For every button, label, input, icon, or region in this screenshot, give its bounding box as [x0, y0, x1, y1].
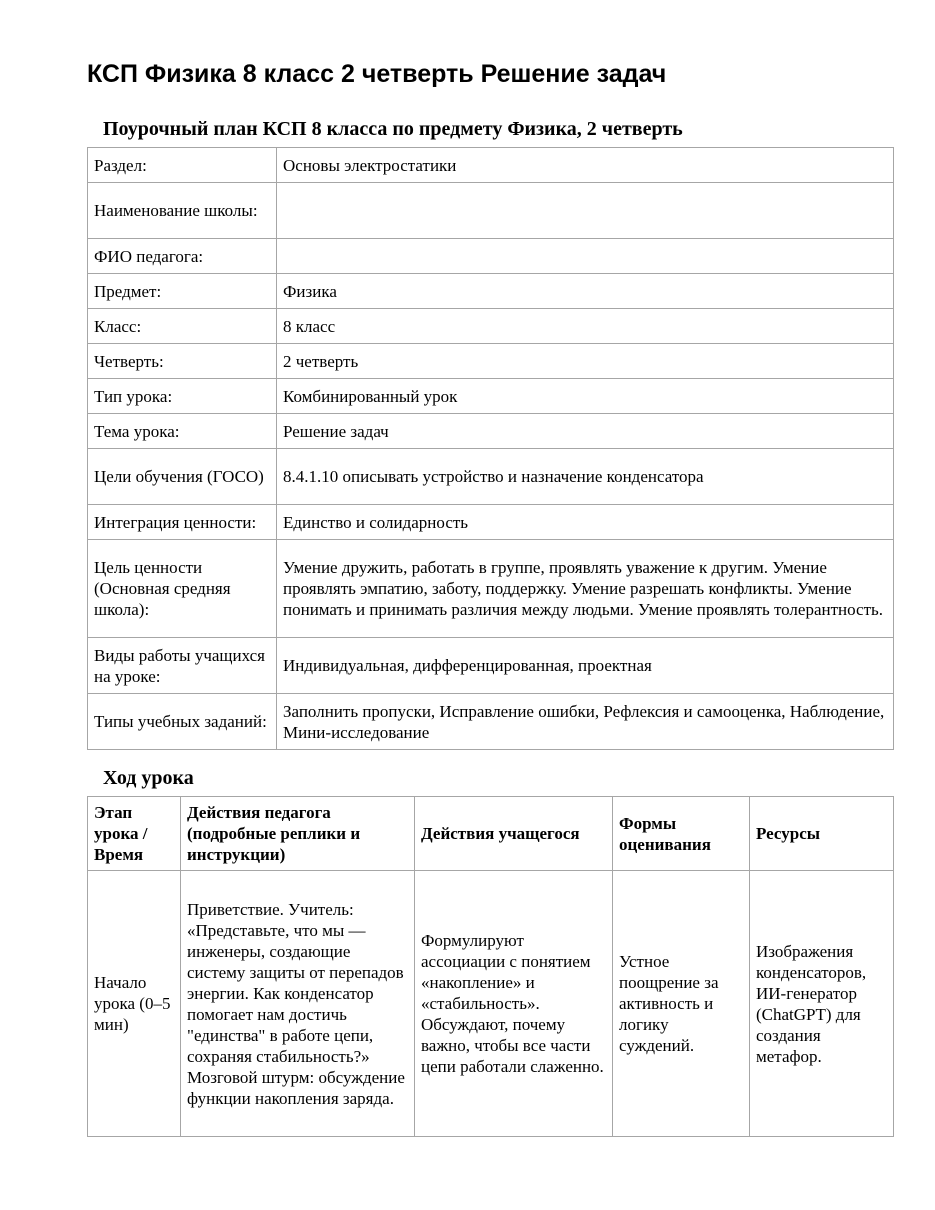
row-label: Предмет:: [88, 274, 277, 309]
row-value: Основы электростатики: [277, 148, 894, 183]
row-label: Наименование школы:: [88, 183, 277, 239]
column-header-resources: Ресурсы: [750, 797, 894, 871]
page-title: КСП Физика 8 класс 2 четверть Решение задач: [87, 60, 667, 88]
table-row: [88, 148, 894, 183]
row-label: Тип урока:: [88, 379, 277, 414]
row-value: Индивидуальная, дифференцированная, проектная: [277, 638, 894, 694]
row-label: Класс:: [88, 309, 277, 344]
row-label: Виды работы учащихся на уроке:: [88, 638, 277, 694]
row-value: Умение дружить, работать в группе, проявлять уважение к другим. Умение проявлять эмпатию, заботу, поддержку. Умение разрешать конфликты. Умение понимать и принимать различия между людьми. Умение проявлять толерантность.: [277, 540, 894, 638]
row-value: Решение задач: [277, 414, 894, 449]
table-row: [88, 414, 894, 449]
row-value: 2 четверть: [277, 344, 894, 379]
row-label: Цель ценности (Основная средняя школа):: [88, 540, 277, 638]
lesson-progress-table: [87, 796, 894, 1137]
cell-teacher-actions: Приветствие. Учитель: «Представьте, что мы — инженеры, создающие систему защиты от перепадов энергии. Как конденсатор помогает нам достичь "единства" в работе цепи, сохраняя стабильность?» Мозговой штурм: обсуждение функции накопления заряда.: [181, 871, 415, 1137]
cell-stage: Начало урока (0–5 мин): [88, 871, 181, 1137]
table-row: [88, 638, 894, 694]
column-header-assessment: Формы оценивания: [613, 797, 750, 871]
cell-resources: Изображения конденсаторов, ИИ-генератор (ChatGPT) для создания метафор.: [750, 871, 894, 1137]
column-header-stage: Этап урока / Время: [88, 797, 181, 871]
row-value: [277, 183, 894, 239]
table-row: [88, 344, 894, 379]
row-label: ФИО педагога:: [88, 239, 277, 274]
lesson-progress-heading: Ход урока: [103, 767, 194, 789]
row-label: Четверть:: [88, 344, 277, 379]
table-row: [88, 694, 894, 750]
table-row: [88, 540, 894, 638]
table-row: [88, 309, 894, 344]
row-value: Единство и солидарность: [277, 505, 894, 540]
row-value: Комбинированный урок: [277, 379, 894, 414]
cell-student-actions: Формулируют ассоциации с понятием «накопление» и «стабильность». Обсуждают, почему важно, чтобы все части цепи работали слаженно.: [415, 871, 613, 1137]
row-label: Раздел:: [88, 148, 277, 183]
cell-assessment: Устное поощрение за активность и логику суждений.: [613, 871, 750, 1137]
row-value: Заполнить пропуски, Исправление ошибки, Рефлексия и самооценка, Наблюдение, Мини-исследование: [277, 694, 894, 750]
lesson-plan-table: [87, 147, 894, 750]
column-header-teacher-actions: Действия педагога (подробные реплики и инструкции): [181, 797, 415, 871]
row-value: [277, 239, 894, 274]
table-row: [88, 871, 894, 1137]
row-label: Интеграция ценности:: [88, 505, 277, 540]
row-label: Цели обучения (ГОСО): [88, 449, 277, 505]
table-row: [88, 274, 894, 309]
table-header-row: [88, 797, 894, 871]
plan-heading: Поурочный план КСП 8 класса по предмету Физика, 2 четверть: [103, 118, 683, 140]
row-label: Типы учебных заданий:: [88, 694, 277, 750]
table-row: [88, 239, 894, 274]
column-header-student-actions: Действия учащегося: [415, 797, 613, 871]
table-row: [88, 379, 894, 414]
row-value: 8 класс: [277, 309, 894, 344]
row-label: Тема урока:: [88, 414, 277, 449]
table-row: [88, 449, 894, 505]
table-row: [88, 183, 894, 239]
row-value: 8.4.1.10 описывать устройство и назначение конденсатора: [277, 449, 894, 505]
row-value: Физика: [277, 274, 894, 309]
table-row: [88, 505, 894, 540]
